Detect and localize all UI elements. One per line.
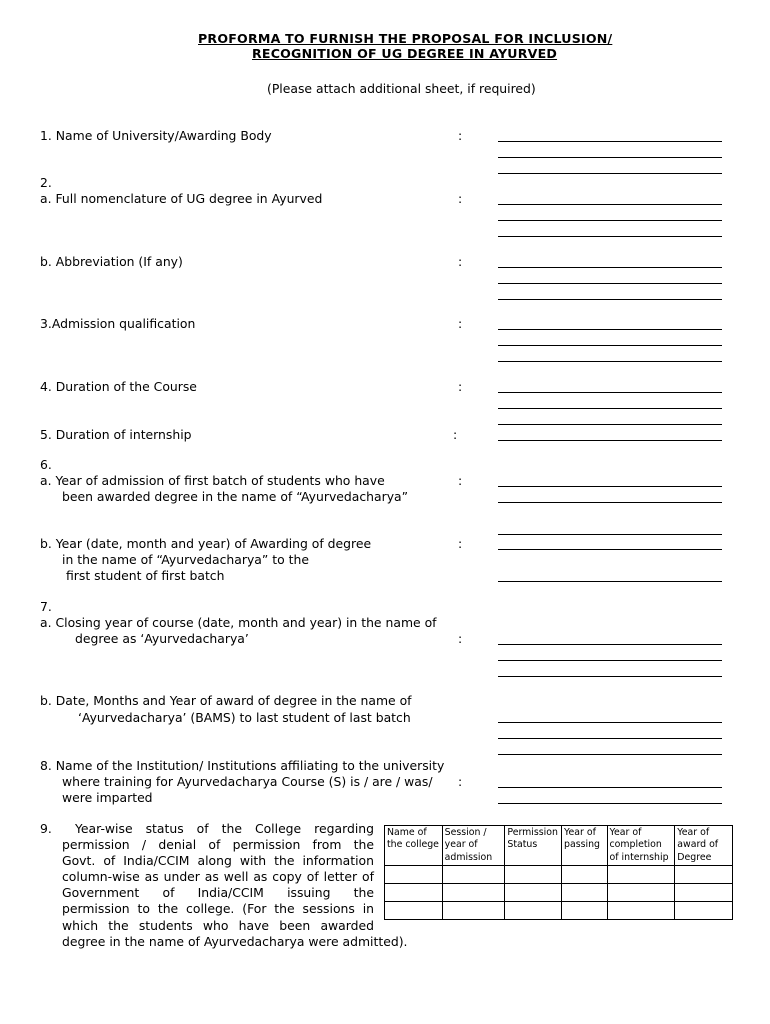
q2b-answer-line-3[interactable] [498,299,722,300]
table-cell[interactable] [385,884,443,902]
q9-line-4: column-wise as under as well as copy of letter of [62,869,374,885]
q2a-colon: : [458,191,463,206]
table-cell[interactable] [505,866,562,884]
q2a-answer-line-3[interactable] [498,236,722,237]
col-header-session: Session / year of admission [442,826,505,866]
table-cell[interactable] [385,866,443,884]
q6a-answer-line-3[interactable] [498,534,722,535]
q8-label-line-2: where training for Ayurvedacharya Course (S) is / are / was/ [62,774,433,789]
q9-line-1: Year-wise status of the College regarding [75,821,374,836]
table-row [385,866,733,884]
table-cell[interactable] [675,902,733,920]
q7a-answer-line-2[interactable] [498,660,722,661]
q6a-label-line-2: been awarded degree in the name of “Ayurvedacharya” [62,489,409,504]
q2b-answer-line-1[interactable] [498,267,722,268]
table-cell[interactable] [562,866,608,884]
q6a-answer-line-2[interactable] [498,502,722,503]
q1-answer-line-2[interactable] [498,157,722,158]
table-cell[interactable] [505,902,562,920]
q7-number: 7. [40,599,52,614]
q3-answer-line-1[interactable] [498,329,722,330]
q6b-label-line-2: in the name of “Ayurvedacharya” to the [62,552,309,567]
table-header-row [385,826,733,866]
q8-label-line-3: were imparted [62,790,153,805]
table-cell[interactable] [442,866,505,884]
q2-number: 2. [40,175,52,190]
table-cell[interactable] [607,884,675,902]
q6a-label-line-1: a. Year of admission of first batch of students who have [40,473,385,488]
q4-answer-line-3[interactable] [498,424,722,425]
q2b-answer-line-2[interactable] [498,283,722,284]
table-cell[interactable] [675,884,733,902]
q7a-label-line-1: a. Closing year of course (date, month and year) in the name of [40,615,437,630]
q8-answer-line-1[interactable] [498,787,722,788]
form-title-line-2: RECOGNITION OF UG DEGREE IN AYURVED [252,46,558,61]
q6b-answer-line-1[interactable] [498,549,722,550]
q4-answer-line-2[interactable] [498,408,722,409]
table-cell[interactable] [442,884,505,902]
q1-colon: : [458,128,463,143]
q6b-answer-line-2[interactable] [498,581,722,582]
q6-number: 6. [40,457,52,472]
q3-answer-line-2[interactable] [498,345,722,346]
q9-line-3: Govt. of India/CCIM along with the information [62,853,374,869]
q6b-label-line-3: first student of first batch [66,568,225,583]
col-header-internship: Year of completion of internship [607,826,675,866]
table-cell[interactable] [675,866,733,884]
q9-number: 9. [40,821,52,836]
q7a-answer-line-3[interactable] [498,676,722,677]
q3-answer-line-3[interactable] [498,361,722,362]
q7a-colon: : [458,631,463,646]
q5-label: 5. Duration of internship [40,427,192,442]
q9-line-8: degree in the name of Ayurvedacharya were admitted). [62,933,408,949]
table-cell[interactable] [562,884,608,902]
q1-answer-line-3[interactable] [498,173,722,174]
q2b-colon: : [458,254,463,269]
table-cell[interactable] [442,902,505,920]
q1-answer-line-1[interactable] [498,141,722,142]
q7b-label-line-1: b. Date, Months and Year of award of degree in the name of [40,693,412,708]
table-cell[interactable] [607,866,675,884]
q7b-answer-line-1[interactable] [498,722,722,723]
q6b-label-line-1: b. Year (date, month and year) of Awarding of degree [40,536,372,551]
q3-label: 3.Admission qualification [40,316,196,331]
q1-label: 1. Name of University/Awarding Body [40,128,272,143]
q3-colon: : [458,316,463,331]
attach-note: (Please attach additional sheet, if required) [267,81,536,96]
col-header-degree: Year of award of Degree [675,826,733,866]
q5-colon: : [453,427,458,442]
q9-line-7: which the students who have been awarded [62,917,374,933]
col-header-college: Name of the college [385,826,443,866]
college-status-table [384,825,733,920]
q7a-answer-line-1[interactable] [498,644,722,645]
q4-answer-line-1[interactable] [498,392,722,393]
q7b-answer-line-2[interactable] [498,738,722,739]
q6b-colon: : [458,536,463,551]
q7a-label-line-2: degree as ‘Ayurvedacharya’ [75,631,249,646]
q2a-answer-line-2[interactable] [498,220,722,221]
q8-colon: : [458,774,463,789]
q4-colon: : [458,379,463,394]
q2b-label: b. Abbreviation (If any) [40,254,183,269]
q8-answer-line-2[interactable] [498,803,722,804]
q9-line-5: Government of India/CCIM issuing the [62,885,374,901]
table-row [385,902,733,920]
q2a-label: a. Full nomenclature of UG degree in Ayurved [40,191,323,206]
col-header-permission: Permission Status [505,826,562,866]
table-cell[interactable] [562,902,608,920]
q7b-label-line-2: ‘Ayurvedacharya’ (BAMS) to last student of last batch [78,710,411,725]
q5-answer-line-1[interactable] [498,440,722,441]
q8-label-line-1: 8. Name of the Institution/ Institutions affiliating to the university [40,758,445,773]
q9-line-2: permission / denial of permission from the [62,837,374,853]
form-title-line-1: PROFORMA TO FURNISH THE PROPOSAL FOR INCLUSION/ [198,31,613,46]
col-header-passing: Year of passing [562,826,608,866]
q2a-answer-line-1[interactable] [498,204,722,205]
q6a-colon: : [458,473,463,488]
q7b-answer-line-3[interactable] [498,754,722,755]
q9-description [62,821,408,950]
q6a-answer-line-1[interactable] [498,486,722,487]
q9-line-6: permission to the college. (For the sessions in [62,901,374,917]
table-cell[interactable] [505,884,562,902]
table-cell[interactable] [607,902,675,920]
table-cell[interactable] [385,902,443,920]
q4-label: 4. Duration of the Course [40,379,197,394]
table-row [385,884,733,902]
